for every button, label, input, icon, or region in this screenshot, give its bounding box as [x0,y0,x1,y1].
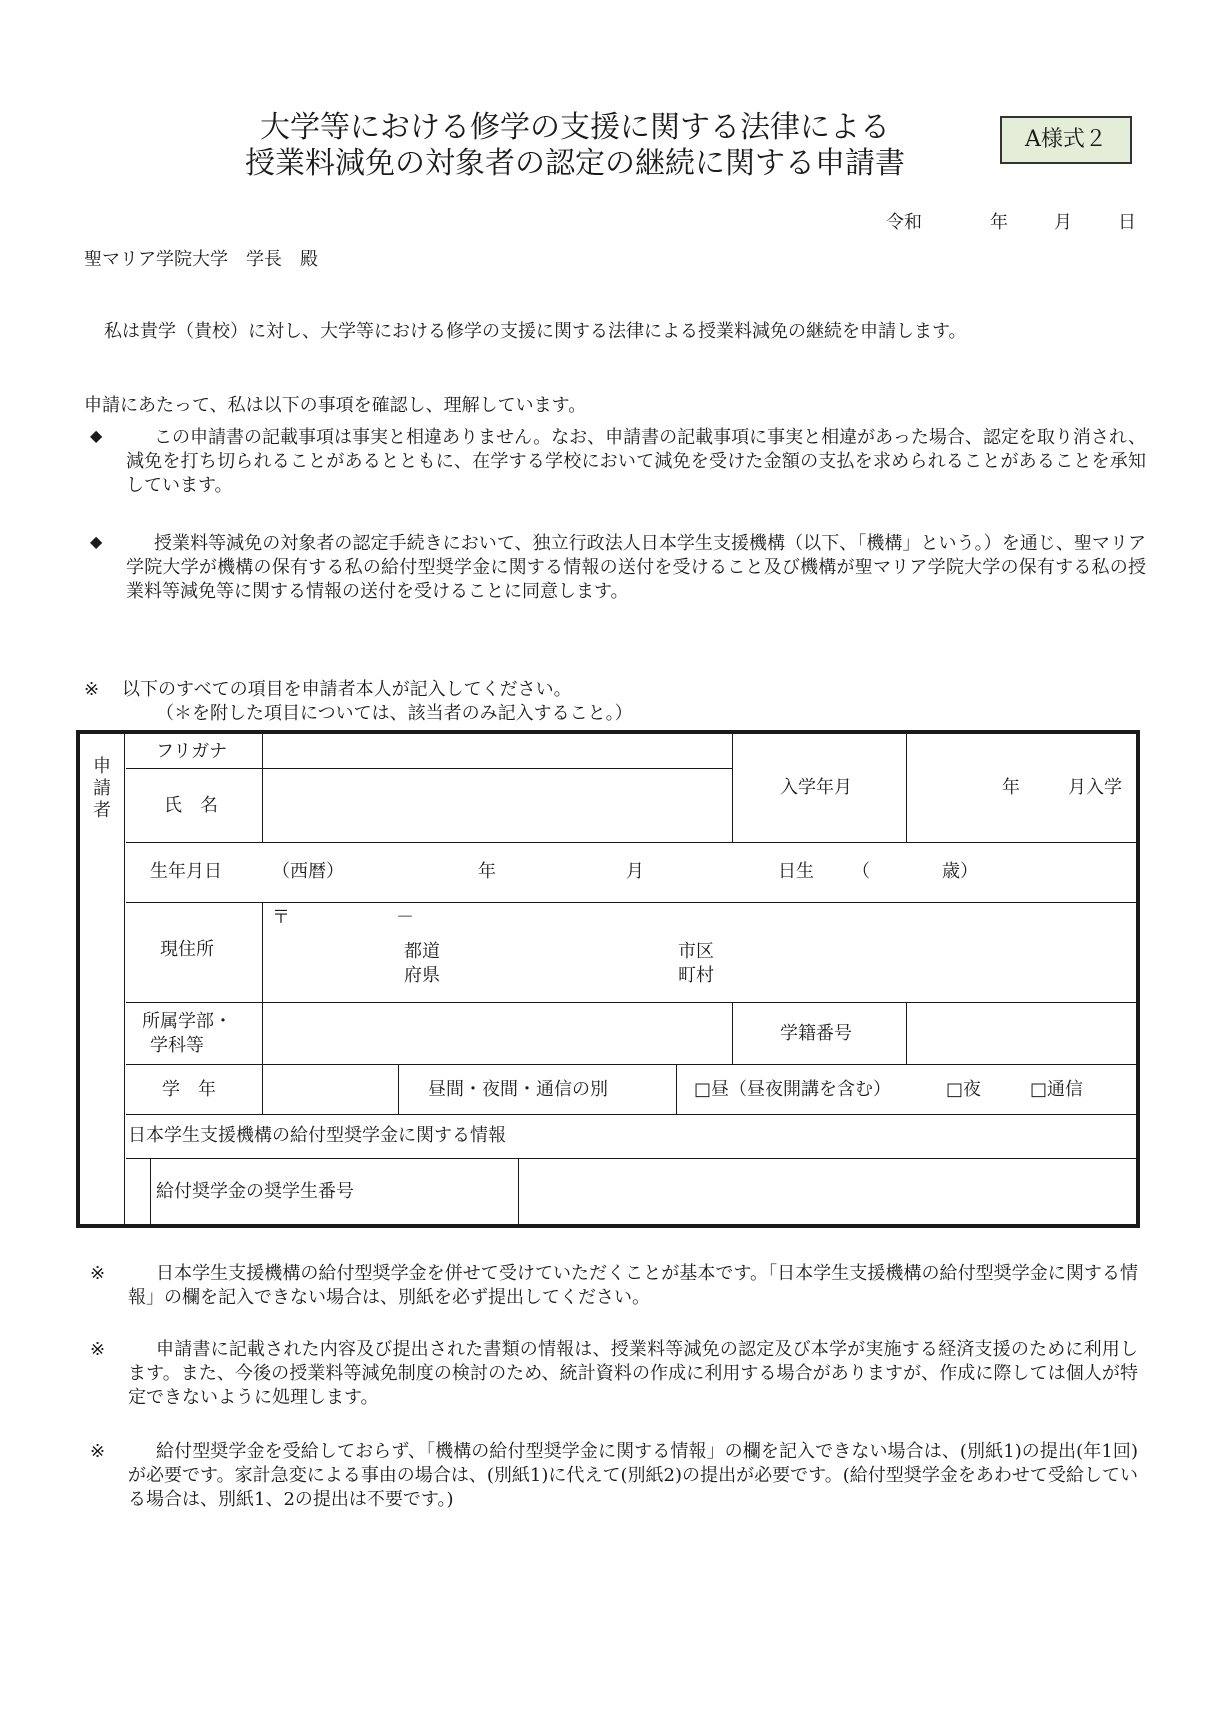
faculty-label-1: 所属学部・ [142,1011,232,1032]
intro-statement: 私は貴学（貴校）に対し、大学等における修学の支援に関する法律による授業料減免の継続を申請します。 [104,321,967,342]
diamond-bullet-icon: ◆ [90,532,103,551]
footnote-mark: ※ [90,1339,106,1360]
furigana-label: フリガナ [156,741,228,762]
bullet-text: この申請書の記載事項は事実と相違ありません。なお、申請書の記載事項に事実と相違があった場合、認定を取り消され、減免を打ち切られることがあるとともに、在学する学校において減免を受けた金額の支払を求められることがあることを承知しています。 [126,427,1146,496]
bullet-text: 授業料等減免の対象者の認定手続きにおいて、独立行政法人日本学生支援機構（以下、「機構」という。）を通じ、聖マリア学院大学が機構の保有する私の給付型奨学金に関する情報の送付を受けること及び機構が聖マリア学院大学の保有する私の授業料等減免等に関する情報の送付を受けることに同意します。 [126,533,1146,602]
postal-mark: 〒 [272,907,290,928]
city-label-2: 町村 [678,965,714,986]
enrollment-month-label: 月入学 [1068,777,1122,798]
application-form-table [76,730,1140,1228]
student-number-label: 学籍番号 [780,1023,852,1044]
footnote-text: 申請書に記載された内容及び提出された書類の情報は、授業料等減免の認定及び本学が実施する経済支援のために利用します。また、今後の授業料等減免制度の検討のため、統計資料の作成に利用する場合がありますが、作成に際しては個人が特定できないように処理します。 [128,1339,1138,1408]
birth-era-label: （西暦） [272,861,344,882]
course-type-label: 昼間・夜間・通信の別 [428,1079,608,1100]
note-sub: （＊を附した項目については、該当者のみ記入すること。） [156,703,633,724]
birthdate-label: 生年月日 [150,861,222,882]
student-number-field[interactable] [908,1004,1134,1062]
jasso-heading: 日本学生支援機構の給付型奨学金に関する情報 [128,1125,506,1146]
title-line-1: 大学等における修学の支援に関する法律による [260,110,890,145]
grade-field[interactable] [264,1066,396,1112]
date-year: 年 [990,212,1008,233]
birth-year-label: 年 [478,861,496,882]
postal-dash: － [396,907,414,928]
scholar-number-field[interactable] [520,1160,1134,1222]
diamond-bullet-icon: ◆ [90,426,103,445]
title-line-2: 授業料減免の対象者の認定の継続に関する申請書 [245,146,905,181]
note-mark: ※ [84,679,100,700]
date-month: 月 [1054,212,1072,233]
date-era: 令和 [886,212,922,233]
name-label: 氏 名 [164,795,218,816]
address-label: 現住所 [160,939,214,960]
confirm-heading: 申請にあたって、私は以下の事項を確認し、理解しています。 [84,395,587,416]
furigana-field[interactable] [264,736,730,767]
birth-day-label: 日生 [778,861,814,882]
enrollment-year-label: 年 [1002,777,1020,798]
grade-label: 学 年 [162,1079,216,1100]
scholar-number-label: 給付奨学金の奨学生番号 [156,1181,354,1202]
footnote-mark: ※ [90,1263,106,1284]
birth-month-label: 月 [626,861,644,882]
prefecture-label-1: 都道 [404,941,440,962]
enrollment-label: 入学年月 [780,777,852,798]
name-field[interactable] [264,771,730,840]
applicant-label: 申 請 者 [93,756,111,821]
city-label-1: 市区 [678,941,714,962]
addressee: 聖マリア学院大学 学長 殿 [84,249,318,270]
age-open: （ [852,861,870,882]
faculty-label-2: 学科等 [150,1035,204,1056]
footnote-text: 給付型奨学金を受給しておらず、「機構の給付型奨学金に関する情報」の欄を記入できない場合は、(別紙1)の提出(年1回)が必要です。家計急変による事由の場合は、(別紙1)に代えて(別紙2)の提出が必要です。(給付型奨学金をあわせて受給している場合は、別紙1、2の提出は不要です。) [128,1441,1138,1510]
age-label: 歳） [942,861,978,882]
option-correspondence-checkbox[interactable]: □通信 [1030,1079,1084,1100]
birthdate-field[interactable] [264,844,1134,900]
form-type-badge: A様式２ [1000,116,1132,164]
prefecture-label-2: 府県 [404,965,440,986]
faculty-field[interactable] [264,1004,730,1062]
footnote-mark: ※ [90,1441,106,1462]
footnote-text: 日本学生支援機構の給付型奨学金を併せて受けていただくことが基本です。「日本学生支援機構の給付型奨学金に関する情報」の欄を記入できない場合は、別紙を必ず提出してください。 [128,1263,1138,1308]
date-day: 日 [1118,212,1136,233]
option-day-checkbox[interactable]: □昼（昼夜開講を含む） [694,1079,892,1100]
note-main: 以下のすべての項目を申請者本人が記入してください。 [122,679,572,700]
option-night-checkbox[interactable]: □夜 [946,1079,982,1100]
